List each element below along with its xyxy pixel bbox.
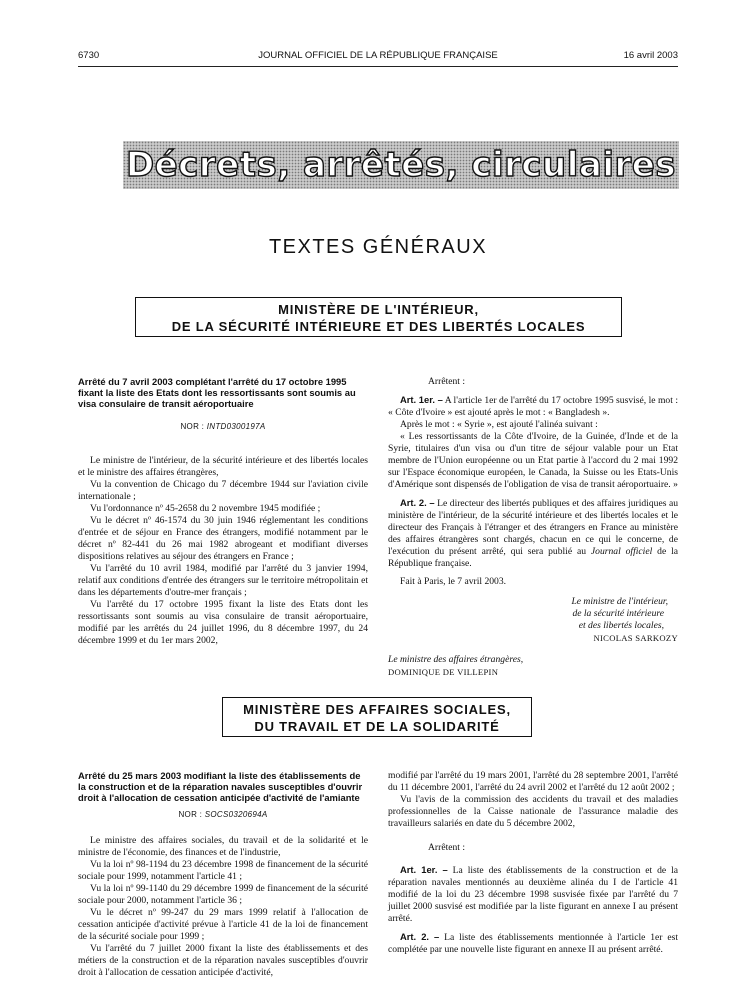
article-text: La liste des établissements de la construction et de la réparation navales mentionnés au deuxième alinéa du I de l'article 41 modifié de la loi du 23 décembre 1998 susvisée fixée par l'arrêté du 7 juillet 2000 susvisé est modifiée par la liste figurant en annexe I au présent arrêté. — [388, 865, 678, 924]
article-label: Art. 2. – — [400, 931, 440, 942]
article-label: Art. 2. – — [400, 497, 435, 508]
decree2-article-1 — [388, 864, 678, 925]
decree1-nor — [78, 421, 368, 433]
decree1-left-column — [78, 376, 368, 647]
decree2-visa-2: Vu la loi nº 99-1140 du 29 décembre 1999 de financement de la sécurité sociale pour 2000, notamment l'article 36 ; — [78, 883, 368, 906]
decree1-right-column — [388, 376, 678, 678]
article-label: Art. 1er. – — [400, 394, 443, 405]
decree1-article-1-p2: Après le mot : « Syrie », est ajouté l'alinéa suivant : — [400, 419, 598, 430]
ministry-box-affaires-sociales — [222, 697, 532, 737]
ministry-line1: MINISTÈRE DE L'INTÉRIEUR, — [278, 302, 479, 317]
article-text: A l'article 1er de l'arrêté du 17 octobre 1995 susvisé, le mot : « Côte d'Ivoire » est ajouté après le mot : « Bangladesh ». — [388, 395, 678, 418]
banner-title: Décrets, arrêtés, circulaires — [125, 145, 677, 185]
decree2-visa-continued: modifié par l'arrêté du 19 mars 2001, l'arrêté du 28 septembre 2001, l'arrêté du 11 décembre 2001, l'arrêté du 24 avril 2002 et l'arrêté du 12 août 2002 ; — [388, 770, 678, 793]
article-label: Art. 1er. – — [400, 864, 448, 875]
ministry-line1: MINISTÈRE DES AFFAIRES SOCIALES, — [243, 702, 511, 717]
decree2-visa-5: Vu l'avis de la commission des accidents du travail et des maladies professionnelles de la Caisse nationale de l'assurance maladie des travailleurs salariés en date du 5 décembre 2002, — [388, 794, 678, 829]
header-rule — [78, 66, 678, 67]
decree2-preamble: Le ministre des affaires sociales, du travail et de la solidarité et le ministre de l'économie, des finances et de l'industrie, — [78, 835, 368, 858]
decree1-article-2 — [388, 497, 678, 570]
nor-code: SOCS0320694A — [204, 810, 268, 819]
decree2-visa-1: Vu la loi nº 98-1194 du 23 décembre 1998 de financement de la sécurité sociale pour 1999, notamment l'article 41 ; — [78, 859, 368, 882]
decree2-left-column — [78, 770, 368, 979]
decree1-visa-5: Vu l'arrêté du 17 octobre 1995 fixant la liste des Etats dont les ressortissants sont soumis au visa consulaire de transit aéroportuaire, modifié par les arrêtés du 24 juillet 1996, du 8 décembre 1997, du 24 décembre 1999 et du 1er mars 2002, — [78, 599, 368, 646]
decree1-article-1-p3: « Les ressortissants de la Côte d'Ivoire, de la Guinée, d'Inde et de la Syrie, titulaires d'un visa ou d'un titre de séjour valable pour un Etat membre de l'Union européenne ou un Etat partie à l'accord du 2 mai 1992 sur l'Espace économique européen, le Canada, la Suisse ou les Etats-Unis d'Amérique sont dispensés de l'obligation de visa de transit aéroportuaire. » — [388, 431, 678, 490]
ministry-line2: DE LA SÉCURITÉ INTÉRIEURE ET DES LIBERTÉS LOCALES — [171, 319, 586, 334]
article-text: La liste des établissements mentionnée à l'article 1er est complétée par une nouvelle liste figurant en annexe II au présent arrêté. — [388, 932, 678, 955]
decree1-visa-2: Vu l'ordonnance nº 45-2658 du 2 novembre 1945 modifiée ; — [90, 503, 321, 514]
issue-date: 16 avril 2003 — [623, 50, 678, 61]
journal-officiel-ref: Journal officiel — [590, 546, 653, 557]
nor-label: NOR : — [178, 810, 203, 819]
journal-title: JOURNAL OFFICIEL DE LA RÉPUBLIQUE FRANÇAISE — [258, 50, 498, 61]
signature2-name: DOMINIQUE DE VILLEPIN — [388, 667, 499, 677]
decree1-visa-4: Vu l'arrêté du 10 avril 1984, modifié par l'arrêté du 3 janvier 1994, relatif aux conditions d'entrée des étrangers sur le territoire métropolitain et dans les départements d'outre-mer français ; — [78, 563, 368, 598]
decree2-right-column — [388, 770, 678, 956]
decree2-article-2 — [388, 931, 678, 956]
ministry-box-interieur — [135, 297, 622, 337]
article-text-end: de la République française. — [388, 546, 678, 569]
decree2-title: Arrêté du 25 mars 2003 modifiant la liste des établissements de la construction et de la réparation navales susceptibles d'ouvrir droit à l'allocation de cessation anticipée d'activité de l'amiante — [78, 770, 363, 803]
decree2-arretent: Arrêtent : — [428, 842, 466, 853]
nor-label: NOR : — [180, 422, 205, 431]
decree1-article-1 — [388, 394, 678, 419]
page-header — [78, 50, 678, 64]
signature2-line1: Le ministre des affaires étrangères, — [388, 654, 524, 665]
signature-block-1 — [388, 596, 678, 644]
decree2-visa-3: Vu le décret nº 99-247 du 29 mars 1999 relatif à l'allocation de cessation anticipée d'activité prévue à l'article 41 de la loi de financement de la sécurité sociale pour 1999 ; — [78, 907, 368, 942]
decree1-preamble: Le ministre de l'intérieur, de la sécurité intérieure et des libertés locales et le ministre des affaires étrangères, — [78, 455, 368, 478]
page-number: 6730 — [78, 50, 100, 61]
signature1-line3: et des libertés locales, — [578, 620, 664, 631]
signature-block-2 — [388, 654, 678, 678]
decree2-nor — [78, 809, 368, 821]
ministry-line2: DU TRAVAIL ET DE LA SOLIDARITÉ — [254, 719, 500, 734]
section-title: TEXTES GÉNÉRAUX — [268, 236, 488, 258]
decree1-title: Arrêté du 7 avril 2003 complétant l'arrêté du 17 octobre 1995 fixant la liste des Etats dont les ressortissants sont soumis au visa consulaire de transit aéroportuaire — [78, 376, 356, 409]
decree2-visa-4: Vu l'arrêté du 7 juillet 2000 fixant la liste des établissements et des métiers de la construction et de la réparation navales susceptibles d'ouvrir droit à l'allocation de cessation anticipée d'activité, — [78, 943, 368, 978]
signature1-line2: de la sécurité intérieure — [572, 608, 664, 619]
decree1-fait: Fait à Paris, le 7 avril 2003. — [400, 576, 507, 587]
decree1-arretent: Arrêtent : — [428, 376, 466, 387]
signature1-line1: Le ministre de l'intérieur, — [571, 596, 668, 607]
decree1-visa-3: Vu le décret nº 46-1574 du 30 juin 1946 réglementant les conditions d'entrée et de séjour en France des étrangers, modifié notamment par le décret nº 82-441 du 26 mai 1982 abrogeant et modifiant diverses dispositions relatives au séjour des étrangers en France ; — [78, 515, 368, 562]
article-text: Le directeur des libertés publiques et des affaires juridiques au ministère de l'intérieur, de la sécurité intérieure et des libertés locales et le directeur des Français à l'étranger et des étrangers en France au ministère des affaires étrangères sont chargés, chacun en ce qui le concerne, de l'exécution du présent arrêté, qui sera publié au — [388, 498, 678, 557]
nor-code: INTD0300197A — [206, 422, 266, 431]
decree1-visa-1: Vu la convention de Chicago du 7 décembre 1944 sur l'aviation civile internationale ; — [78, 479, 368, 502]
signature1-name: NICOLAS SARKOZY — [593, 633, 678, 643]
